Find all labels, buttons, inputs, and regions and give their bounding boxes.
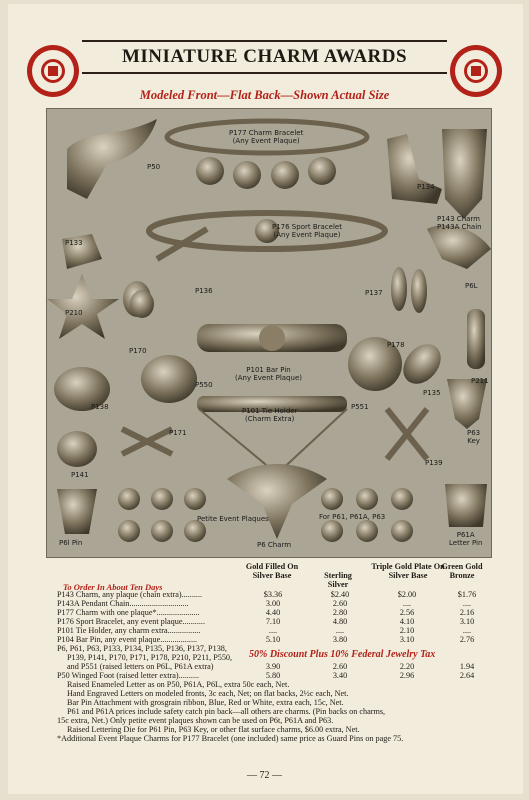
label-p551: P551 bbox=[351, 403, 369, 411]
label-p61a: P61A Letter Pin bbox=[449, 531, 483, 547]
page-subtitle: Modeled Front—Flat Back—Shown Actual Size bbox=[139, 88, 390, 102]
label-p178: P178 bbox=[387, 341, 405, 349]
note-line: P61 and P61A prices include safety catch pin back—all others are charms. (Pin backs on charms, bbox=[67, 707, 386, 716]
label-p6l: P6L bbox=[465, 282, 478, 290]
note-line: 15c extra, Net.) Only petite event plaques shown can be used on P6t, P61A and P63. bbox=[57, 716, 334, 725]
shield-charm bbox=[442, 129, 487, 219]
winged-foot-charm bbox=[67, 119, 157, 199]
label-p176: P176 Sport Bracelet (Any Event Plaque) bbox=[272, 223, 342, 239]
top-rule bbox=[82, 40, 447, 42]
label-p135: P135 bbox=[423, 389, 441, 397]
label-p211: P211 bbox=[471, 377, 489, 385]
label-p177: P177 Charm Bracelet (Any Event Plaque) bbox=[229, 129, 304, 145]
charm-illustrations bbox=[47, 109, 491, 557]
label-p138: P138 bbox=[91, 403, 109, 411]
note-line: Raised Enameled Letter as on P50, P61A, P6L, extra 50c each, Net. bbox=[67, 680, 290, 689]
label-p61: For P61, P61A, P63 bbox=[319, 513, 386, 521]
shoe-charm bbox=[387, 134, 442, 204]
page-title: MINIATURE CHARM AWARDS bbox=[121, 46, 408, 67]
note-line: Bar Pin Attachment with grosgrain ribbon, Blue, Red or White, extra each, 15c, Net. bbox=[67, 698, 344, 707]
note-line: *Additional Event Plaque Charms for P177 Bracelet (one included) same price as Guard Pins on page 75. bbox=[57, 734, 404, 743]
multi-item-line-1: P6, P61, P63, P133, P134, P135, P136, P137, P138, bbox=[57, 644, 227, 653]
label-p6-charm: P6 Charm bbox=[257, 541, 292, 549]
label-p143: P143 Charm P143A Chain bbox=[437, 215, 482, 231]
discount-notice: 50% Discount Plus 10% Federal Jewelry Tax bbox=[249, 649, 436, 660]
page-number: — 72 — bbox=[247, 770, 282, 781]
col-gold-filled: Gold Filled On Silver Base bbox=[245, 562, 299, 580]
star-charm bbox=[47, 274, 119, 339]
label-p170: P170 bbox=[129, 347, 147, 355]
note-line: Raised Lettering Die for P61 Pin, P63 Key, or other flat surface charms, $6.00 extra, Net. bbox=[67, 725, 360, 734]
col-triple-gold: Triple Gold Plate On Silver Base bbox=[371, 562, 445, 580]
label-p6-pin: P6l Pin bbox=[59, 539, 83, 547]
label-p50: P50 bbox=[147, 163, 161, 171]
multi-item-line-2: P139, P141, P170, P171, P178, P210, P211, P550, bbox=[67, 653, 233, 662]
label-p133: P133 bbox=[65, 239, 83, 247]
football-charm bbox=[141, 355, 197, 403]
label-p210: P210 bbox=[65, 309, 83, 317]
label-p137: P137 bbox=[365, 289, 383, 297]
label-p101-tie: P101 Tie Holder (Charm Extra) bbox=[242, 407, 298, 423]
label-p134: P134 bbox=[417, 183, 435, 191]
col-sterling: Sterling Silver bbox=[324, 571, 352, 589]
label-p141: P141 bbox=[71, 471, 89, 479]
label-p136: P136 bbox=[195, 287, 213, 295]
order-note: To Order In About Ten Days bbox=[63, 582, 163, 592]
title-rule bbox=[82, 72, 447, 74]
label-petite: Petite Event Plaques bbox=[197, 515, 269, 523]
label-p101: P101 Bar Pin (Any Event Plaque) bbox=[235, 366, 302, 382]
col-green-gold: Green Gold Bronze bbox=[441, 562, 483, 580]
label-p171: P171 bbox=[169, 429, 187, 437]
note-line: Hand Engraved Letters on modeled fronts, 3c each, Net; on flat backs, 2½c each, Net. bbox=[67, 689, 349, 698]
label-p139: P139 bbox=[425, 459, 443, 467]
label-p63: P63 Key bbox=[467, 429, 481, 445]
label-p550: P550 bbox=[195, 381, 213, 389]
charm-plate-photo bbox=[46, 108, 492, 558]
